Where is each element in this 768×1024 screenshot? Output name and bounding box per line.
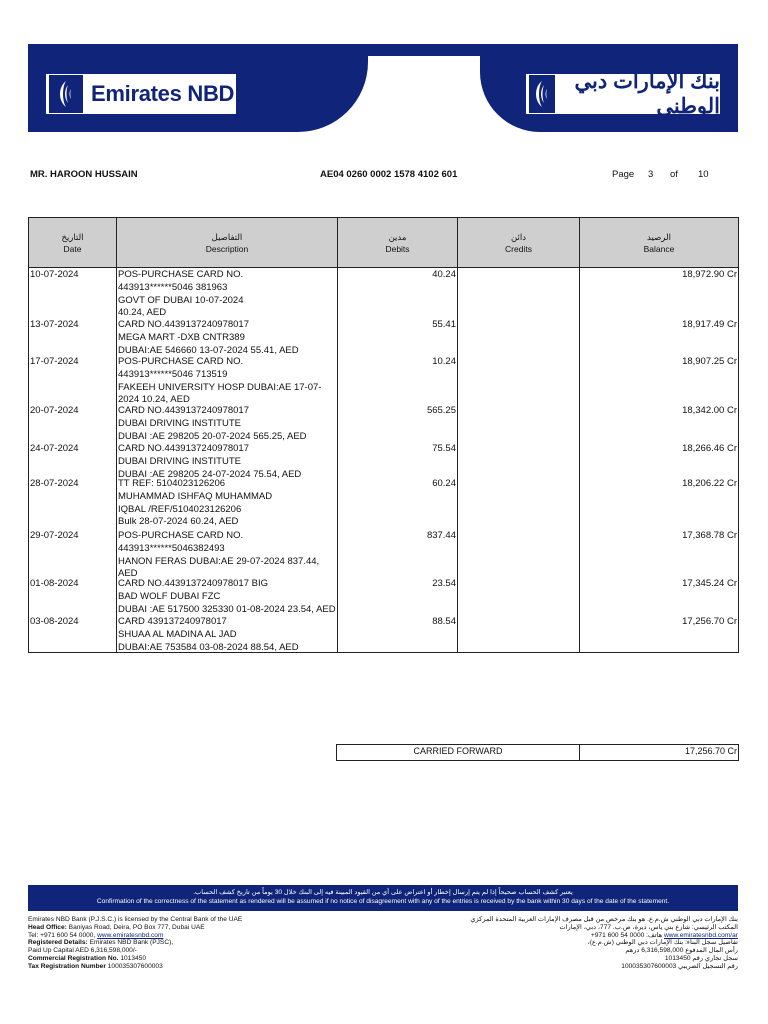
column-divider [116,217,117,653]
footer-disclaimer-band [28,885,738,911]
row-balance: 18,917.49 Cr [682,319,737,330]
row-date: 13-07-2024 [30,319,79,330]
carried-forward-value: 17,256.70 Cr [684,746,737,756]
row-debit: 40.24 [432,269,456,280]
row-balance: 18,342.00 Cr [682,405,737,416]
row-date: 24-07-2024 [30,443,79,454]
row-debit: 75.54 [432,443,456,454]
row-balance: 17,345.24 Cr [682,578,737,589]
row-balance: 17,368.78 Cr [682,530,737,541]
logo-text-en: Emirates NBD [91,81,235,106]
website-link[interactable]: www.emiratesnbd.com [97,931,164,939]
row-date: 03-08-2024 [30,616,79,627]
website-link-arabic[interactable]: www.emiratesnbd.com/ar [663,931,738,939]
row-debit: 60.24 [432,478,456,489]
emirates-nbd-logo-arabic [524,72,722,116]
row-description: TT REF: 5104023126206 MUHAMMAD ISHFAQ MUHAMMAD IQBAL /REF/5104023126206 Bulk 28-07-2024 60.24, AED [118,478,273,528]
emirates-nbd-logo-icon [529,75,555,113]
emirates-nbd-logo [44,72,238,116]
column-header-balance: الرصيد Balance [643,232,675,254]
row-debit: 23.54 [432,578,456,589]
row-description: CARD NO.4439137240978017 DUBAI DRIVING INSTITUTE DUBAI :AE 298205 20-07-2024 565.25, AED [118,405,307,442]
account-iban: AE04 0260 0002 1578 4102 601 [320,169,458,180]
column-header-date: التاريخ Date [61,232,84,254]
row-date: 20-07-2024 [30,405,79,416]
column-header-debits: مدين Debits [385,232,410,254]
row-debit: 55.41 [432,319,456,330]
page-total: 10 [698,169,709,180]
disclaimer-english: Confirmation of the correctness of the statement as rendered will be assumed if no notice of disagreement with any of the entries is received by the bank within 30 days of the date of the statement. [96,898,670,905]
footer-right-info-arabic: بنك الإمارات دبي الوطني ش.م.ع. هو بنك مرخص من قبل مصرف الإمارات العربية المتحدة المركزي المكتب الرئيسي: شارع بني ياس، ديرة، ص.ب. 777، دبي، الإمارات www.emiratesnbd.com/ar هاتف: 0000 54 600 971+ تفاصيل سجل البناء: بنك الإمارات دبي الوطني (ش.م.ع)، رأس المال المدفوع 6,316,598,000 درهم سجل تجاري رقم 1013450 رقم التسجيل الضريبي 100035307600003 [470,916,738,970]
carried-forward-label: CARRIED FORWARD [413,746,503,756]
row-description: CARD NO.4439137240978017 BIG BAD WOLF DUBAI FZC DUBAI :AE 517500 325330 01-08-2024 23.54, AED [118,578,336,615]
row-date: 01-08-2024 [30,578,79,589]
row-balance: 18,266.46 Cr [682,443,737,454]
footer-left-info: Emirates NBD Bank (P.J.S.C.) is licensed by the Central Bank of the UAE Head Office: Baniyas Road, Deira, PO Box 777, Dubai UAE Tel: +971 600 54 0000, www.emiratesnbd.com Registered Details: Emirates NBD Bank (PJSC), Paid Up Capital AED 6,316,598,000/- Commercial Registration No. 1013450 Tax Registration Number 100035307600003 [28,916,243,970]
row-debit: 10.24 [432,356,456,367]
row-debit: 88.54 [432,616,456,627]
row-debit: 565.25 [426,405,456,416]
row-description: POS-PURCHASE CARD NO. 443913******5046 713519 FAKEEH UNIVERSITY HOSP DUBAI:AE 17-07- 2024 10.24, AED [118,356,322,406]
column-divider [457,217,458,653]
logo-text-ar: بنك الإمارات دبي الوطني [574,70,720,118]
row-balance: 18,907.25 Cr [682,356,737,367]
row-description: POS-PURCHASE CARD NO. 443913******5046382493 HANON FERAS DUBAI:AE 29-07-2024 837.44, AED [118,530,320,580]
row-date: 29-07-2024 [30,530,79,541]
row-date: 28-07-2024 [30,478,79,489]
column-header-credits: دائن Credits [505,232,532,254]
column-header-description: التفاصيل Description [205,232,249,254]
row-description: CARD NO.4439137240978017 MEGA MART -DXB CNTR389 DUBAI:AE 546660 13-07-2024 55.41, AED [118,319,299,356]
row-date: 17-07-2024 [30,356,79,367]
row-description: POS-PURCHASE CARD NO. 443913******5046 381963 GOVT OF DUBAI 10-07-2024 40.24, AED [118,269,244,319]
row-date: 10-07-2024 [30,269,79,280]
disclaimer-arabic: يعتبر كشف الحساب صحيحاً إذا لم يتم إرسال إخطار أو اعتراض على أي من القيود المبينة فيه إلى البنك خلال 30 يوماً من تاريخ كشف الحساب. [193,889,573,896]
row-balance: 18,206.22 Cr [682,478,737,489]
row-description: CARD 439137240978017 SHUAA AL MADINA AL JAD DUBAI:AE 753584 03-08-2024 88.54, AED [118,616,299,653]
page-label: Page [612,169,635,180]
account-holder-name: MR. HAROON HUSSAIN [30,169,138,180]
page-number: 3 [648,169,654,180]
row-debit: 837.44 [426,530,456,541]
row-description: CARD NO.4439137240978017 DUBAI DRIVING INSTITUTE DUBAI :AE 298205 24-07-2024 75.54, AED [118,443,302,480]
row-balance: 18,972.90 Cr [682,269,737,280]
row-balance: 17,256.70 Cr [682,616,737,627]
page-of-label: of [670,169,678,180]
emirates-nbd-logo-icon [49,75,83,113]
